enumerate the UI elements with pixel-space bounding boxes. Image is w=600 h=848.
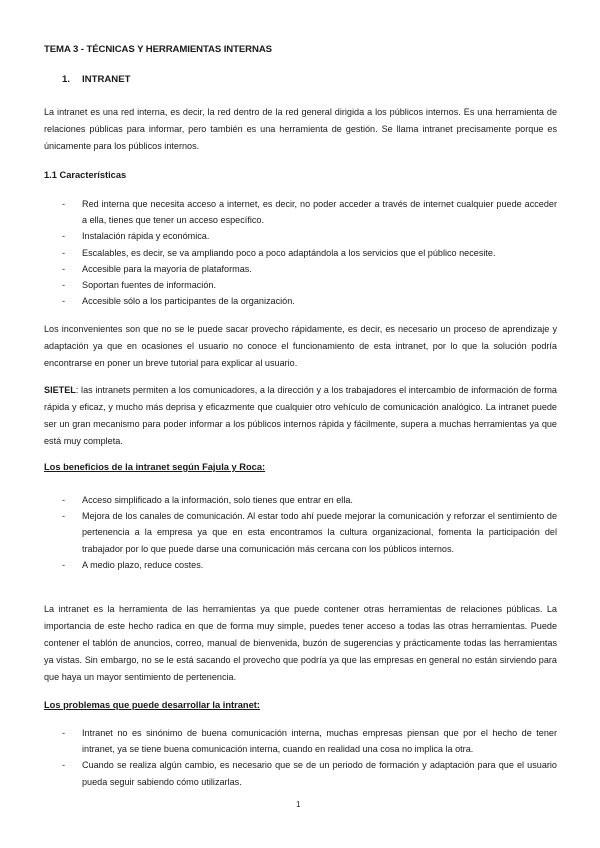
list-item: - Cuando se realiza algún cambio, es necesario que se de un periodo de formación y adaptación para que el usuario pueda seguir sabiendo cómo utilizarlas. <box>44 757 557 789</box>
list-dash: - <box>62 280 66 291</box>
section-heading-intranet <box>62 74 131 85</box>
caracteristicas-list <box>44 196 557 309</box>
intro-paragraph: La intranet es una red interna, es decir, la red dentro de la red general dirigida a los públicos internos. Es una herramienta de relaciones públicas para informar, pero también es una herramienta de gestión. Se llama intranet precisamente porque es únicamente para los públicos internos. <box>44 107 557 151</box>
list-dash: - <box>62 247 66 258</box>
list-dash: - <box>62 199 66 209</box>
list-item: - Red interna que necesita acceso a internet, es decir, no poder acceder a través de internet cualquier puede acceder a ella, tienes que tener un acceso específico. <box>44 196 557 228</box>
caracteristicas-heading: 1.1 Características <box>44 170 127 180</box>
problemas-list <box>44 725 557 790</box>
sietel-paragraph: SIETEL: las intranets permiten a los comunicadores, a la dirección y a los trabajadores el intercambio de información de forma rápida y eficaz, y mucho más deprisa y eficazmente que cualquier otro vehículo de comunicación analógico. La intranet puede ser un gran mecanismo para poder informar a los públicos internos rápida y fácilmente, supera a muchas herramientas ya que está muy completa. <box>44 385 557 446</box>
list-item: - Intranet no es sinónimo de buena comunicación interna, muchas empresas piensan que por el hecho de tener intranet, ya se tiene buena comunicación interna, cuando en realidad una cosa no implica la otra. <box>44 725 557 757</box>
page-number: 1 <box>296 800 301 809</box>
problemas-heading: Los problemas que puede desarrollar la intranet: <box>44 700 260 710</box>
list-dash: - <box>62 511 66 522</box>
document-title: TEMA 3 - TÉCNICAS Y HERRAMIENTAS INTERNAS <box>44 44 272 55</box>
list-dash: - <box>62 231 66 242</box>
beneficios-list <box>44 492 557 573</box>
section-label: INTRANET <box>82 74 131 85</box>
list-item: - Mejora de los canales de comunicación. Al estar todo ahí puede mejorar la comunicación y reforzar el sentimiento de pertenencia a la empresa ya que en esta encontramos la cultura organizacional, fomenta la participación del trabajador por lo que puede darse una comunicación más cercana con los públicos internos. <box>44 508 557 557</box>
list-item: - Acceso simplificado a la información, solo tienes que entrar en ella. <box>44 492 557 508</box>
list-item: - Accesible para la mayoría de plataformas. <box>44 261 557 277</box>
list-dash: - <box>62 296 66 307</box>
sietel-label: SIETEL <box>44 385 76 395</box>
list-dash: - <box>62 760 66 771</box>
inconvenientes-paragraph: Los inconvenientes son que no se le puede sacar provecho rápidamente, es decir, es necesario un proceso de aprendizaje y adaptación ya que en ocasiones el usuario no conoce el funcionamiento de esta intranet, por lo que la solución podría encontrarse en poner un breve tutorial para explicar al usuario. <box>44 324 557 368</box>
list-dash: - <box>62 263 66 274</box>
list-dash: - <box>62 728 66 738</box>
list-item: - Accesible sólo a los participantes de la organización. <box>44 293 557 309</box>
list-item: - Soportan fuentes de información. <box>44 277 557 293</box>
list-dash: - <box>62 495 66 505</box>
list-item: - Escalables, es decir, se va ampliando poco a poco adaptándola a los servicios que el público necesite. <box>44 245 557 261</box>
section-number: 1. <box>62 74 71 85</box>
list-item: - A medio plazo, reduce costes. <box>44 557 557 573</box>
list-item: - Instalación rápida y económica. <box>44 228 557 244</box>
list-dash: - <box>62 559 66 570</box>
herramienta-paragraph: La intranet es la herramienta de las herramientas ya que puede contener otras herramientas de relaciones públicas. La importancia de este hecho radica en que de forma muy simple, puedes tener acceso a todas las otras herramientas. Puede contener el tablón de anuncios, correo, manual de bienvenida, buzón de sugerencias y prácticamente todas las herramientas ya vistas. Sin embargo, no se le está sacando el provecho que podría ya que las empresas en general no están sirviendo para que haya un mayor sentimiento de pertenencia. <box>44 604 557 682</box>
beneficios-heading: Los beneficios de la intranet según Fajula y Roca: <box>44 462 266 472</box>
